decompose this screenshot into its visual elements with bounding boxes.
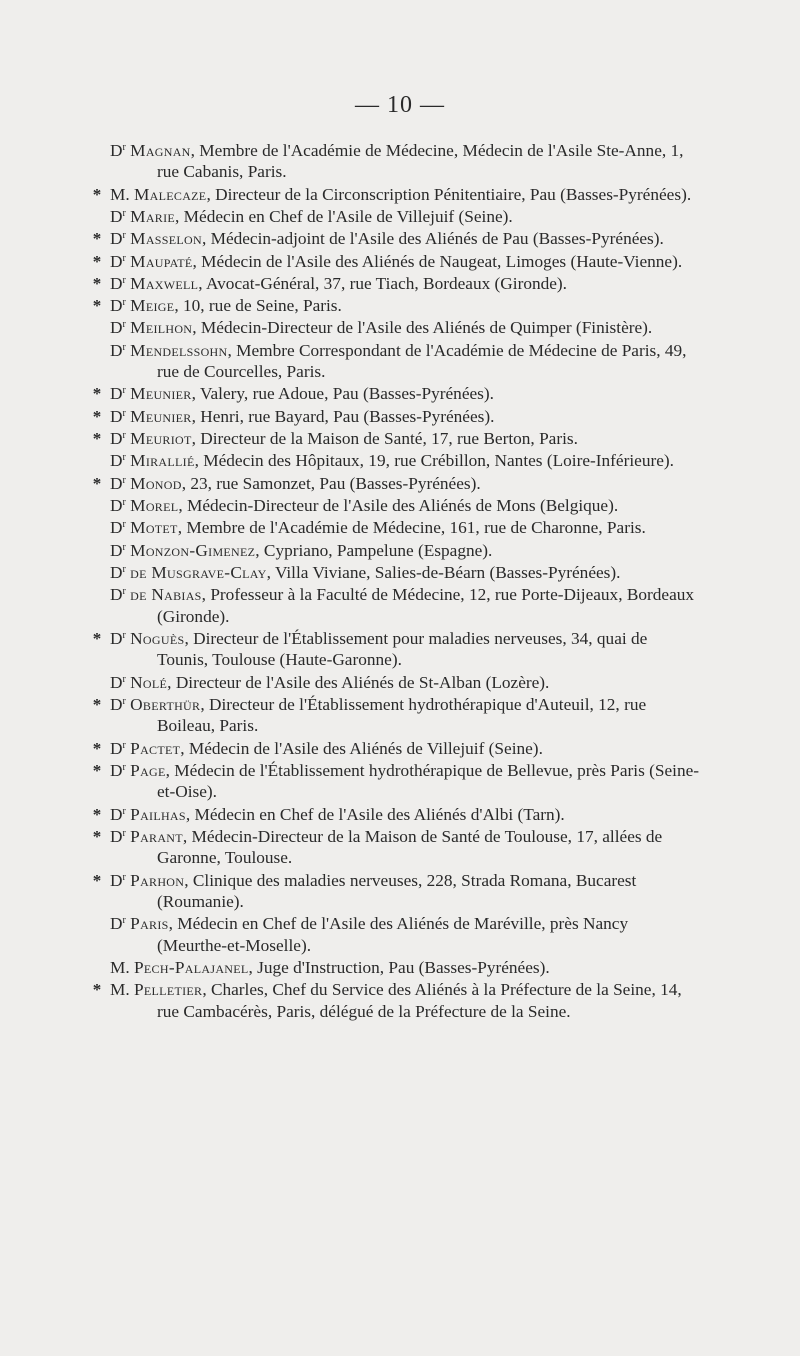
member-entry — [92, 228, 702, 249]
entry-title-sup: r — [122, 274, 126, 286]
entry-title — [110, 229, 126, 248]
entry-title-sup: r — [122, 252, 126, 264]
entry-title — [110, 827, 126, 846]
entry-name: Meunier — [130, 406, 192, 426]
entry-title — [110, 474, 126, 493]
entry-details: , 23, rue Samonzet, Pau (Basses-Pyrénées). — [181, 473, 481, 493]
entry-name: Paris — [130, 914, 169, 934]
entry-details: , Médecin-adjoint de l'Asile des Aliénés de Pau (Basses-Pyrénées). — [201, 229, 664, 249]
entry-name: Maxwell — [130, 273, 199, 293]
entry-name: Meige — [130, 296, 175, 316]
entry-title — [110, 518, 126, 537]
asterisk-icon: * — [92, 738, 102, 758]
member-entry — [110, 317, 702, 338]
asterisk-icon: * — [92, 273, 102, 293]
entry-title — [110, 629, 126, 648]
entry-title-text: D — [110, 628, 123, 648]
entry-title — [110, 541, 126, 560]
member-entry — [92, 473, 702, 494]
entry-title-sup: r — [122, 496, 126, 508]
member-entry — [92, 295, 702, 316]
entry-details: , Villa Viviane, Salies-de-Béarn (Basses-Pyrénées). — [266, 562, 621, 582]
entry-name: Malecaze — [134, 184, 207, 204]
entry-title-text: D — [110, 229, 123, 249]
entry-title — [110, 407, 126, 426]
entry-title-sup: r — [122, 385, 126, 397]
entry-title-text: D — [110, 694, 123, 714]
entry-title — [110, 585, 126, 604]
member-entry — [110, 913, 702, 956]
entry-title — [110, 695, 126, 714]
entry-title — [110, 296, 126, 315]
entry-name: Maupaté — [130, 251, 193, 271]
entry-details: , Médecin-Directeur de la Maison de Santé de Toulouse, 17, allées de Garonne, Toulouse. — [157, 826, 663, 868]
member-entry — [92, 251, 702, 272]
entry-title-text: M. — [110, 957, 130, 977]
entry-title-text: M. — [110, 184, 130, 204]
entry-title-sup: r — [122, 341, 126, 353]
asterisk-icon: * — [92, 184, 102, 204]
asterisk-icon: * — [92, 826, 102, 846]
asterisk-icon: * — [92, 694, 102, 714]
entry-name: Parhon — [130, 870, 185, 890]
asterisk-icon: * — [92, 384, 102, 404]
entry-name: Parant — [130, 826, 183, 846]
entry-name: de Musgrave-Clay — [130, 562, 267, 582]
asterisk-icon: * — [92, 296, 102, 316]
asterisk-icon: * — [92, 429, 102, 449]
entry-title-text: D — [110, 141, 123, 160]
entry-title-sup: r — [122, 319, 126, 331]
entry-title-text: D — [110, 760, 123, 780]
member-entry — [110, 340, 702, 383]
entry-name: Magnan — [130, 141, 191, 160]
entry-name: Meuriot — [130, 429, 192, 449]
entry-details: , Clinique des maladies nerveuses, 228, Strada Romana, Bucarest (Roumanie). — [157, 870, 637, 911]
asterisk-icon: * — [92, 229, 102, 249]
entry-details: , Médecin en Chef de l'Asile de Villejuif (Seine). — [175, 207, 513, 226]
entry-title-sup: r — [122, 430, 126, 442]
entry-details: , Directeur de la Circonscription Pénitentiaire, Pau (Basses-Pyrénées). — [206, 184, 692, 204]
entry-title-text: D — [110, 738, 123, 758]
entry-name: Morel — [130, 495, 179, 515]
entry-details: , Professeur à la Faculté de Médecine, 12, rue Porte-Dijeaux, Bordeaux (Gironde). — [157, 585, 695, 626]
entry-title — [110, 384, 126, 403]
entry-title-sup: r — [122, 673, 126, 685]
entry-title-sup: r — [122, 208, 126, 219]
member-entry — [110, 562, 702, 583]
asterisk-icon: * — [92, 870, 102, 890]
entry-details: , Médecin-Directeur de l'Asile des Aliénés de Mons (Belgique). — [178, 495, 619, 515]
entry-details: , Médecin en Chef de l'Asile des Aliénés d'Albi (Tarn). — [185, 804, 565, 824]
entry-title — [110, 451, 126, 470]
entry-title-text: D — [110, 207, 123, 226]
entry-title-sup: r — [122, 805, 126, 817]
entry-details: , Médecin-Directeur de l'Asile des Aliénés de Quimper (Finistère). — [192, 318, 653, 338]
entry-details: , Cypriano, Pampelune (Espagne). — [255, 540, 493, 560]
entry-name: Mendelssohn — [130, 340, 228, 360]
entry-title — [110, 563, 126, 582]
member-entry — [92, 273, 702, 294]
member-entry — [92, 694, 702, 737]
entry-title — [110, 429, 126, 448]
entry-title-text: D — [110, 318, 123, 338]
member-entry — [92, 738, 702, 759]
entry-name: Masselon — [130, 229, 202, 249]
member-entry — [110, 140, 702, 183]
entry-title — [110, 341, 126, 360]
entry-title-text: D — [110, 296, 123, 316]
entry-name: Pelletier — [134, 980, 203, 1000]
entry-title-sup: r — [122, 142, 126, 153]
entry-title-text: D — [110, 870, 123, 890]
page-number: — 10 — — [355, 92, 445, 118]
entry-details: , 10, rue de Seine, Paris. — [174, 296, 342, 316]
member-entry — [110, 450, 702, 471]
entry-title-text: D — [110, 340, 123, 360]
member-entry — [92, 428, 702, 449]
entry-title-sup: r — [122, 519, 126, 531]
entry-details: , Charles, Chef du Service des Aliénés à la Préfecture de la Seine, 14, rue Cambacérès, Paris, délégué de la Préfecture de la Seine. — [157, 980, 682, 1021]
asterisk-icon: * — [92, 406, 102, 426]
member-entry — [110, 517, 702, 538]
entry-title-text: D — [110, 251, 123, 271]
entry-details: , Médecin en Chef de l'Asile des Aliénés de Maréville, près Nancy (Meurthe-et-Moselle). — [157, 914, 629, 955]
entry-title — [110, 207, 126, 226]
entry-details: , Directeur de l'Établissement hydrothérapique d'Auteuil, 12, rue Boileau, Paris. — [157, 694, 647, 736]
entry-title-text: D — [110, 429, 123, 449]
entry-name: de Nabias — [130, 585, 202, 605]
entry-title-text: D — [110, 540, 123, 560]
entry-title-sup: r — [122, 230, 126, 242]
entry-title-sup: r — [122, 563, 126, 575]
entry-details: , Médecin de l'Asile des Aliénés de Naugeat, Limoges (Haute-Vienne). — [192, 251, 683, 271]
entry-title-sup: r — [122, 739, 126, 751]
entry-title-text: D — [110, 804, 123, 824]
entry-name: Meunier — [130, 384, 192, 404]
member-entry — [92, 979, 702, 1022]
asterisk-icon: * — [92, 628, 102, 648]
entry-title-sup: r — [122, 474, 126, 486]
entry-details: , Membre Correspondant de l'Académie de Médecine de Paris, 49, rue de Courcelles, Paris. — [157, 340, 687, 382]
member-list — [92, 140, 702, 1023]
entry-name: Pailhas — [130, 804, 186, 824]
asterisk-icon: * — [92, 473, 102, 493]
entry-title-text: D — [110, 473, 123, 493]
entry-details: , Directeur de l'Asile des Aliénés de St-Alban (Lozère). — [167, 672, 550, 692]
entry-title — [110, 274, 126, 293]
member-entry — [92, 804, 702, 825]
asterisk-icon: * — [92, 760, 102, 780]
entry-name: Marie — [130, 207, 176, 226]
member-entry — [92, 406, 702, 427]
entry-title — [110, 141, 126, 160]
member-entry — [92, 383, 702, 404]
entry-details: , Membre de l'Académie de Médecine, Médecin de l'Asile Ste-Anne, 1, rue Cabanis, Paris. — [157, 141, 684, 182]
entry-title-text: D — [110, 518, 123, 538]
entry-title-sup: r — [122, 541, 126, 553]
entry-title — [110, 252, 126, 271]
entry-details: , Membre de l'Académie de Médecine, 161, rue de Charonne, Paris. — [177, 518, 646, 538]
entry-title-sup: r — [122, 915, 126, 927]
entry-details: , Médecin de l'Asile des Aliénés de Villejuif (Seine). — [180, 738, 543, 758]
entry-title — [110, 914, 126, 933]
entry-details: , Valery, rue Adoue, Pau (Basses-Pyrénées). — [191, 384, 494, 404]
entry-title-text: D — [110, 914, 123, 934]
entry-name: Monod — [130, 473, 182, 493]
asterisk-icon: * — [92, 804, 102, 824]
entry-title — [110, 739, 126, 758]
member-entry — [110, 540, 702, 561]
member-entry — [92, 628, 702, 671]
entry-title-text: D — [110, 672, 123, 692]
entry-title-text: D — [110, 495, 123, 515]
entry-details: , Henri, rue Bayard, Pau (Basses-Pyrénées). — [191, 406, 495, 426]
member-entry — [92, 760, 702, 803]
entry-title-sup: r — [122, 629, 126, 641]
entry-name: Pech-Palajanel — [134, 957, 249, 977]
member-entry — [92, 870, 702, 913]
entry-title-text: D — [110, 384, 123, 404]
member-entry — [110, 206, 702, 227]
entry-title-text: D — [110, 585, 123, 605]
entry-details: , Directeur de l'Établissement pour maladies nerveuses, 34, quai de Tounis, Toulouse (Haute-Garonne). — [157, 628, 648, 670]
member-entry — [110, 584, 702, 627]
entry-title-sup: r — [122, 407, 126, 419]
entry-title-sup: r — [122, 297, 126, 309]
entry-details: , Avocat-Général, 37, rue Tiach, Bordeaux (Gironde). — [198, 273, 567, 293]
entry-name: Nolé — [130, 672, 168, 692]
entry-title-text: D — [110, 406, 123, 426]
entry-name: Meilhon — [130, 318, 193, 338]
entry-name: Pactet — [130, 738, 181, 758]
entry-title — [110, 761, 126, 780]
entry-title-text: D — [110, 826, 123, 846]
entry-title-text: M. — [110, 980, 130, 1000]
asterisk-icon: * — [92, 251, 102, 271]
entry-title — [110, 871, 126, 890]
member-entry — [110, 495, 702, 516]
entry-title — [110, 496, 126, 515]
entry-title-sup: r — [122, 586, 126, 598]
entry-title — [110, 958, 130, 977]
entry-title-text: D — [110, 273, 123, 293]
entry-title-sup: r — [122, 871, 126, 883]
entry-title — [110, 185, 130, 204]
entry-name: Motet — [130, 518, 178, 538]
entry-name: Noguès — [130, 628, 185, 648]
member-entry — [110, 672, 702, 693]
entry-title-text: D — [110, 451, 123, 471]
entry-title — [110, 805, 126, 824]
entry-title — [110, 318, 126, 337]
entry-name: Monzon-Gimenez — [130, 540, 256, 560]
entry-details: , Juge d'Instruction, Pau (Basses-Pyrénées). — [248, 957, 550, 977]
entry-details: , Médecin de l'Établissement hydrothérapique de Bellevue, près Paris (Seine-et-Oise). — [157, 760, 700, 802]
entry-title — [110, 673, 126, 692]
member-entry — [92, 184, 702, 205]
entry-title-text: D — [110, 562, 123, 582]
entry-name: Mirallié — [130, 451, 195, 471]
entry-name: Oberthür — [130, 694, 201, 714]
entry-title-sup: r — [122, 761, 126, 773]
member-entry — [92, 826, 702, 869]
entry-details: , Médecin des Hôpitaux, 19, rue Crébillon, Nantes (Loire-Inférieure). — [194, 451, 674, 471]
entry-details: , Directeur de la Maison de Santé, 17, rue Berton, Paris. — [191, 429, 578, 449]
entry-name: Page — [130, 760, 166, 780]
asterisk-icon: * — [92, 980, 102, 1000]
entry-title-sup: r — [122, 695, 126, 707]
entry-title-sup: r — [122, 452, 126, 464]
member-entry — [110, 957, 702, 978]
entry-title — [110, 980, 130, 999]
entry-title-sup: r — [122, 827, 126, 839]
